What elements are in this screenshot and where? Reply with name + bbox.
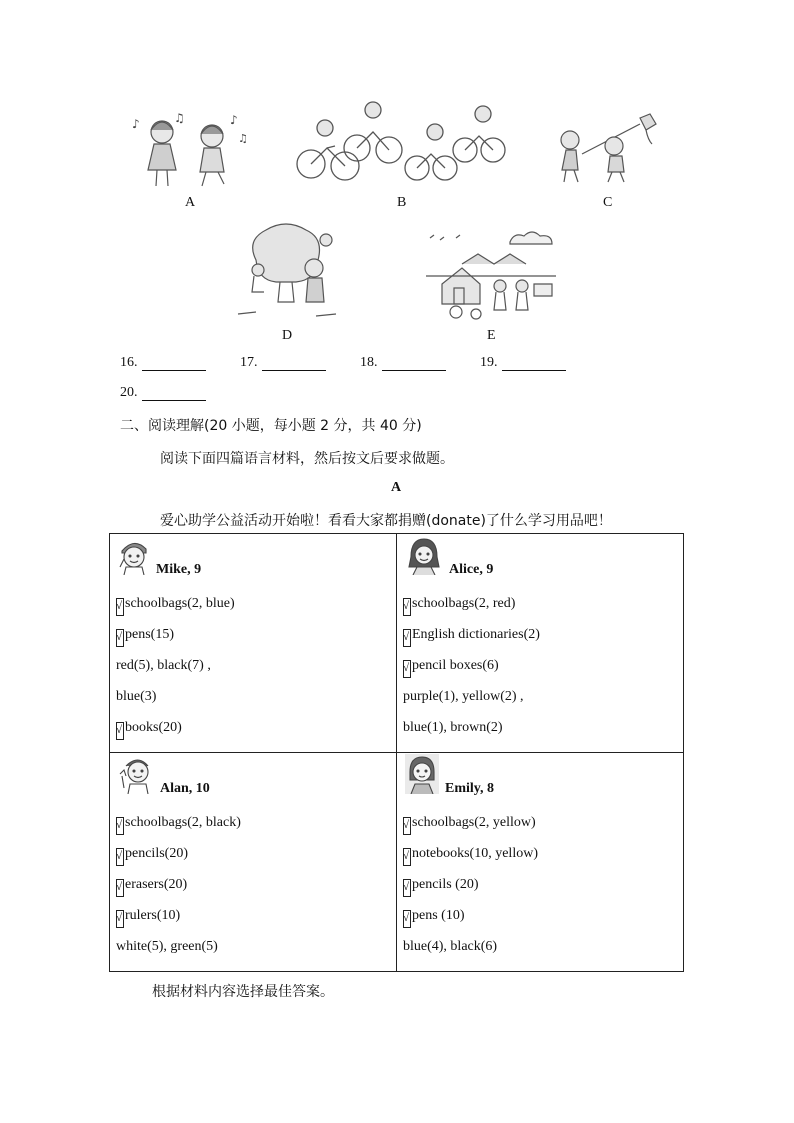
donation-line: white(5), green(5) bbox=[116, 939, 218, 954]
check-icon bbox=[116, 598, 124, 616]
check-icon bbox=[116, 629, 124, 647]
donation-table bbox=[109, 533, 684, 972]
donation-line: red(5), black(7) , bbox=[116, 658, 211, 673]
picture-b-bike-riding bbox=[295, 98, 510, 188]
blank-number: 17. bbox=[240, 355, 258, 370]
section-2-instruction: 阅读下面四篇语言材料，然后按文后要求做题。 bbox=[160, 451, 454, 467]
svg-text:♪: ♪ bbox=[230, 113, 238, 127]
boy-waving-avatar-icon bbox=[118, 754, 154, 799]
picture-c-label: C bbox=[603, 195, 613, 210]
check-icon bbox=[116, 848, 124, 866]
check-icon bbox=[403, 817, 411, 835]
check-icon bbox=[403, 848, 411, 866]
check-icon bbox=[116, 910, 124, 928]
donation-line: √schoolbags(2, red) bbox=[403, 596, 515, 616]
check-icon bbox=[403, 629, 411, 647]
donation-line: blue(1), brown(2) bbox=[403, 720, 503, 735]
donation-line: blue(3) bbox=[116, 689, 157, 704]
donor-card-mike bbox=[110, 534, 397, 753]
donation-line: √books(20) bbox=[116, 720, 182, 740]
blank-number: 19. bbox=[480, 355, 498, 370]
boy-avatar-icon bbox=[118, 537, 150, 580]
blank-underline bbox=[382, 356, 446, 371]
donation-line: √schoolbags(2, black) bbox=[116, 815, 241, 835]
picture-a-singing-girls bbox=[130, 108, 250, 194]
donation-line: √schoolbags(2, yellow) bbox=[403, 815, 536, 835]
donor-card-emily bbox=[397, 753, 684, 972]
answer-blank-20[interactable] bbox=[120, 385, 206, 401]
picture-e-farm-visit bbox=[426, 224, 562, 324]
passage-a-intro: 爱心助学公益活动开始啦！看看大家都捐赠(donate)了什么学习用品吧！ bbox=[160, 513, 612, 529]
blank-number: 16. bbox=[120, 355, 138, 370]
picture-a-label: A bbox=[185, 195, 196, 210]
donor-name: Emily, 8 bbox=[445, 781, 495, 796]
check-icon bbox=[403, 660, 411, 678]
donor-name: Alan, 10 bbox=[160, 781, 210, 796]
girl-avatar-icon bbox=[405, 537, 443, 580]
picture-d-tree-hide-and-seek bbox=[236, 220, 340, 324]
answer-blank-19[interactable] bbox=[480, 355, 566, 371]
answer-blank-row-1 bbox=[120, 355, 206, 371]
donation-line: √notebooks(10, yellow) bbox=[403, 846, 538, 866]
donor-name: Mike, 9 bbox=[156, 562, 202, 577]
check-icon bbox=[403, 879, 411, 897]
donor-card-alice bbox=[397, 534, 684, 753]
blank-number: 20. bbox=[120, 385, 138, 400]
answer-blank-18[interactable] bbox=[360, 355, 446, 371]
donation-line: √erasers(20) bbox=[116, 877, 187, 897]
donation-line: purple(1), yellow(2) , bbox=[403, 689, 524, 704]
passage-a-letter: A bbox=[391, 480, 402, 495]
check-icon bbox=[116, 722, 124, 740]
check-icon bbox=[116, 817, 124, 835]
picture-c-kite-flying bbox=[552, 110, 662, 190]
picture-e-label: E bbox=[487, 328, 496, 343]
blank-underline bbox=[262, 356, 326, 371]
picture-d-label: D bbox=[282, 328, 293, 343]
donation-line: √pencils (20) bbox=[403, 877, 478, 897]
donation-line: √pens (10) bbox=[403, 908, 465, 928]
donation-line: √rulers(10) bbox=[116, 908, 180, 928]
check-icon bbox=[403, 910, 411, 928]
donation-line: √English dictionaries(2) bbox=[403, 627, 540, 647]
girl-photo-avatar-icon bbox=[405, 754, 439, 799]
donation-line: √pencil boxes(6) bbox=[403, 658, 499, 678]
check-icon bbox=[403, 598, 411, 616]
svg-text:♪: ♪ bbox=[132, 117, 140, 131]
donor-name: Alice, 9 bbox=[449, 562, 494, 577]
check-icon bbox=[116, 879, 124, 897]
blank-underline bbox=[502, 356, 566, 371]
blank-underline bbox=[142, 356, 206, 371]
donation-line: √pens(15) bbox=[116, 627, 174, 647]
blank-16[interactable] bbox=[120, 355, 206, 370]
picture-b-label: B bbox=[397, 195, 407, 210]
svg-text:♫: ♫ bbox=[238, 132, 248, 145]
donation-line: √schoolbags(2, blue) bbox=[116, 596, 235, 616]
question-prompt: 根据材料内容选择最佳答案。 bbox=[152, 984, 334, 1000]
answer-blank-17[interactable] bbox=[240, 355, 326, 371]
donation-line: √pencils(20) bbox=[116, 846, 188, 866]
blank-number: 18. bbox=[360, 355, 378, 370]
blank-underline bbox=[142, 386, 206, 401]
svg-text:♫: ♫ bbox=[174, 111, 185, 125]
donation-line: blue(4), black(6) bbox=[403, 939, 498, 954]
section-2-heading: 二、阅读理解(20 小题，每小题 2 分，共 40 分) bbox=[120, 418, 422, 434]
donor-card-alan bbox=[110, 753, 397, 972]
